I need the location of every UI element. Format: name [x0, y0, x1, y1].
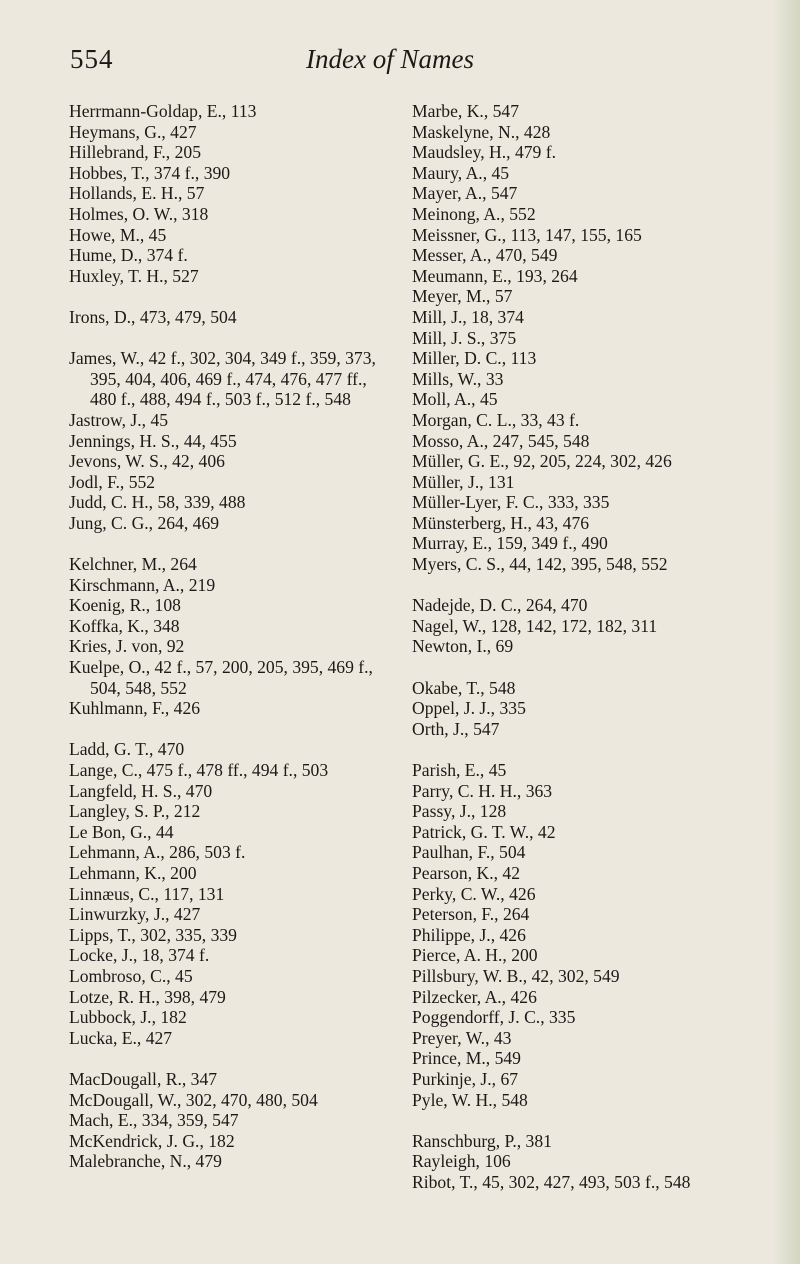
- index-entry: Mill, J. S., 375: [412, 327, 517, 348]
- index-entry: Morgan, C. L., 33, 43 f.: [412, 409, 580, 430]
- index-entry: Lange, C., 475 f., 478 ff., 494 f., 503: [69, 760, 329, 780]
- index-entry: Okabe, T., 548: [412, 677, 516, 698]
- index-entry: Peterson, F., 264: [412, 904, 530, 925]
- index-entry: Kries, J. von, 92: [69, 636, 185, 657]
- index-entry: Müller, J., 131: [412, 471, 515, 492]
- index-entry: Kirschmann, A., 219: [69, 574, 216, 595]
- index-entry: Langfeld, H. S., 470: [69, 780, 213, 801]
- index-entry: Kuelpe, O., 42 f., 57, 200, 205, 395, 469 f., 504, 548, 552: [69, 657, 373, 698]
- index-entry: McKendrick, J. G., 182: [69, 1130, 235, 1151]
- index-entry: Mill, J., 18, 374: [412, 306, 524, 327]
- index-entry: Mills, W., 33: [412, 368, 504, 389]
- index-entry: Langley, S. P., 212: [69, 801, 201, 822]
- page-header: [70, 44, 710, 84]
- index-entry: Paulhan, F., 504: [412, 842, 526, 863]
- index-entry: MacDougall, R., 347: [69, 1068, 218, 1089]
- index-entry: Hobbes, T., 374 f., 390: [69, 162, 231, 183]
- index-entry: Parry, C. H. H., 363: [412, 780, 553, 801]
- index-entry: Herrmann-Goldap, E., 113: [69, 101, 257, 121]
- index-entry: Meissner, G., 113, 147, 155, 165: [412, 224, 642, 245]
- index-entry: Jastrow, J., 45: [69, 409, 169, 430]
- index-entry: Nagel, W., 128, 142, 172, 182, 311: [412, 615, 658, 636]
- index-entry: Pyle, W. H., 548: [412, 1089, 528, 1110]
- index-entry: Kuhlmann, F., 426: [69, 698, 201, 719]
- index-letter-group: [69, 1069, 391, 1172]
- index-entry: Purkinje, J., 67: [412, 1068, 519, 1089]
- index-entry: Koffka, K., 348: [69, 615, 180, 636]
- index-entry: Koenig, R., 108: [69, 595, 181, 616]
- index-letter-group: [69, 739, 391, 1048]
- index-entry: Poggendorff, J. C., 335: [412, 1007, 576, 1028]
- index-entry: Moll, A., 45: [412, 389, 498, 410]
- index-entry: Malebranche, N., 479: [69, 1151, 222, 1172]
- index-letter-group: [69, 554, 391, 719]
- index-entry: Ladd, G. T., 470: [69, 739, 185, 760]
- page-number: 554: [70, 44, 114, 74]
- index-entry: Linnæus, C., 117, 131: [69, 883, 225, 904]
- index-entry: Maskelyne, N., 428: [412, 121, 551, 142]
- index-entry: Marbe, K., 547: [412, 101, 520, 121]
- index-entry: Maury, A., 45: [412, 162, 510, 183]
- index-entry: Prince, M., 549: [412, 1048, 521, 1069]
- index-entry: Lucka, E., 427: [69, 1027, 173, 1048]
- index-entry: Lehmann, A., 286, 503 f.: [69, 842, 246, 863]
- index-entry: Messer, A., 470, 549: [412, 245, 558, 266]
- index-entry: McDougall, W., 302, 470, 480, 504: [69, 1089, 318, 1110]
- index-letter-group: [412, 760, 792, 1110]
- index-entry: Passy, J., 128: [412, 801, 507, 822]
- index-entry: Myers, C. S., 44, 142, 395, 548, 552: [412, 554, 668, 575]
- index-entry: Linwurzky, J., 427: [69, 904, 201, 925]
- index-entry: Pillsbury, W. B., 42, 302, 549: [412, 965, 620, 986]
- index-entry: Münsterberg, H., 43, 476: [412, 512, 590, 533]
- index-entry: Jodl, F., 552: [69, 471, 156, 492]
- index-entry: Orth, J., 547: [412, 718, 500, 739]
- index-entry: Lipps, T., 302, 335, 339: [69, 924, 237, 945]
- index-entry: Locke, J., 18, 374 f.: [69, 945, 210, 966]
- index-column-left: [69, 101, 391, 1192]
- index-letter-group: [69, 348, 391, 533]
- index-entry: Lubbock, J., 182: [69, 1007, 187, 1028]
- index-entry: Meyer, M., 57: [412, 286, 513, 307]
- index-letter-group: [69, 101, 391, 286]
- index-letter-group: [412, 1131, 792, 1193]
- index-entry: James, W., 42 f., 302, 304, 349 f., 359, 373, 395, 404, 406, 469 f., 474, 476, 477 ff., 480 f., 488, 494 f., 503 f., 512 f., 548: [69, 348, 376, 410]
- index-entry: Perky, C. W., 426: [412, 883, 536, 904]
- index-entry: Lotze, R. H., 398, 479: [69, 986, 226, 1007]
- index-entry: Ribot, T., 45, 302, 427, 493, 503 f., 548: [412, 1171, 691, 1192]
- index-entry: Hollands, E. H., 57: [69, 183, 205, 204]
- index-entry: Hillebrand, F., 205: [69, 142, 201, 163]
- index-entry: Meinong, A., 552: [412, 203, 536, 224]
- index-entry: Pierce, A. H., 200: [412, 945, 538, 966]
- index-entry: Le Bon, G., 44: [69, 821, 174, 842]
- index-entry: Parish, E., 45: [412, 760, 507, 780]
- index-entry: Patrick, G. T. W., 42: [412, 821, 556, 842]
- index-entry: Oppel, J. J., 335: [412, 698, 526, 719]
- index-entry: Pilzecker, A., 426: [412, 986, 537, 1007]
- index-entry: Philippe, J., 426: [412, 924, 526, 945]
- index-entry: Jung, C. G., 264, 469: [69, 512, 220, 533]
- index-entry: Hume, D., 374 f.: [69, 245, 188, 266]
- index-letter-group: [412, 101, 792, 575]
- index-entry: Mach, E., 334, 359, 547: [69, 1110, 239, 1131]
- index-entry: Müller-Lyer, F. C., 333, 335: [412, 492, 610, 513]
- running-title: Index of Names: [306, 44, 474, 74]
- index-entry: Heymans, G., 427: [69, 121, 197, 142]
- index-entry: Howe, M., 45: [69, 224, 167, 245]
- index-entry: Preyer, W., 43: [412, 1027, 512, 1048]
- index-entry: Rayleigh, 106: [412, 1151, 511, 1172]
- index-letter-group: [69, 307, 391, 328]
- index-entry: Huxley, T. H., 527: [69, 265, 199, 286]
- index-entry: Mosso, A., 247, 545, 548: [412, 430, 590, 451]
- index-entry: Lombroso, C., 45: [69, 965, 193, 986]
- index-entry: Newton, I., 69: [412, 636, 514, 657]
- index-letter-group: [412, 595, 792, 657]
- index-entry: Miller, D. C., 113: [412, 348, 537, 369]
- index-entry: Mayer, A., 547: [412, 183, 518, 204]
- index-column-right: [412, 101, 792, 1213]
- index-entry: Lehmann, K., 200: [69, 862, 197, 883]
- index-entry: Jennings, H. S., 44, 455: [69, 430, 237, 451]
- index-entry: Kelchner, M., 264: [69, 554, 197, 575]
- index-entry: Judd, C. H., 58, 339, 488: [69, 492, 246, 513]
- index-entry: Meumann, E., 193, 264: [412, 265, 578, 286]
- index-entry: Maudsley, H., 479 f.: [412, 142, 556, 163]
- index-entry: Holmes, O. W., 318: [69, 203, 209, 224]
- index-entry: Müller, G. E., 92, 205, 224, 302, 426: [412, 451, 672, 472]
- index-entry: Jevons, W. S., 42, 406: [69, 451, 225, 472]
- index-entry: Nadejde, D. C., 264, 470: [412, 595, 588, 616]
- index-entry: Murray, E., 159, 349 f., 490: [412, 533, 608, 554]
- index-entry: Pearson, K., 42: [412, 862, 520, 883]
- index-letter-group: [412, 678, 792, 740]
- index-entry: Irons, D., 473, 479, 504: [69, 306, 237, 327]
- index-entry: Ranschburg, P., 381: [412, 1130, 552, 1151]
